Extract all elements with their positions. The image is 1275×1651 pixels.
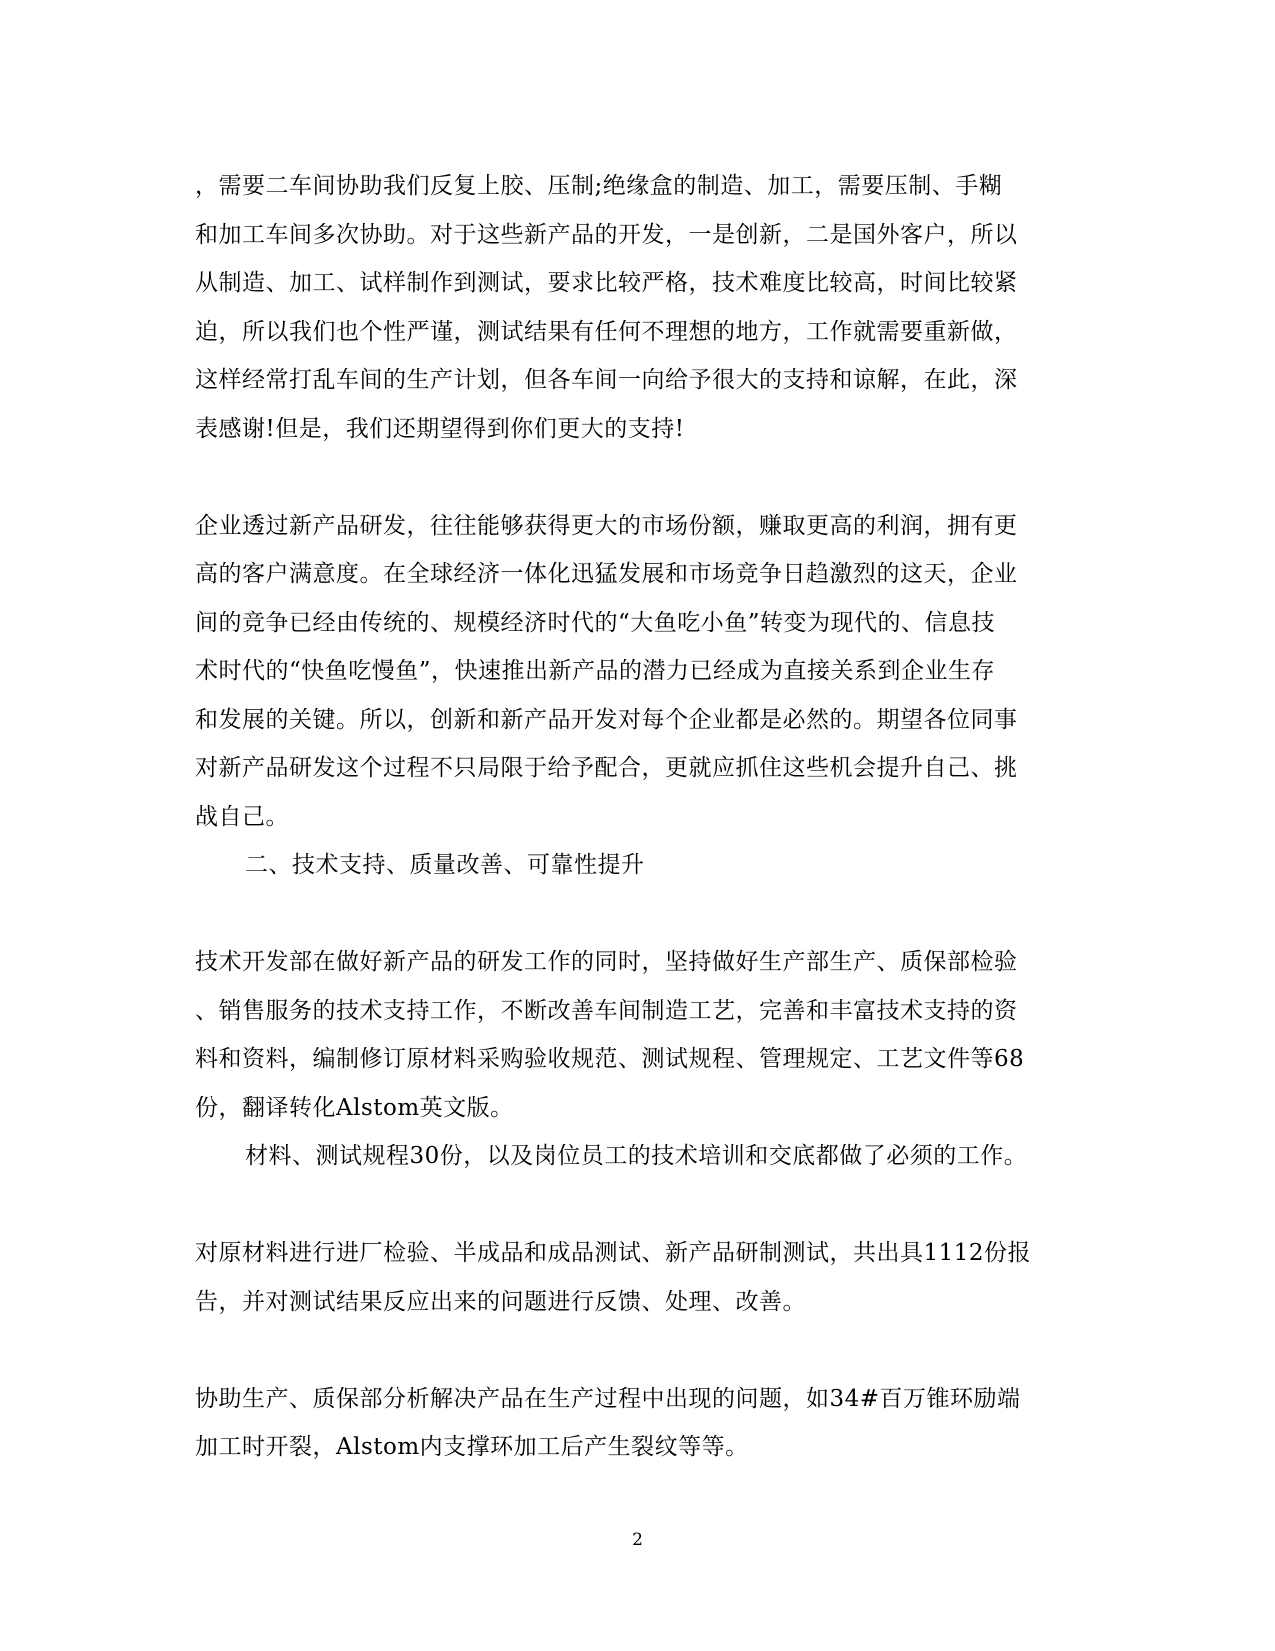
paragraph-line: 份，翻译转化Alstom英文版。 <box>195 1094 514 1121</box>
paragraph-line: ，需要二车间协助我们反复上胶、压制;绝缘盒的制造、加工，需要压制、手糊 <box>195 173 1003 199</box>
paragraph-line: 对新产品研发这个过程不只局限于给予配合，更就应抓住这些机会提升自己、挑 <box>195 755 1018 781</box>
paragraph-line: 这样经常打乱车间的生产计划，但各车间一向给予很大的支持和谅解，在此，深 <box>195 367 1018 393</box>
paragraph-line: 技术开发部在做好新产品的研发工作的同时，坚持做好生产部生产、质保部检验 <box>195 949 1018 975</box>
paragraph-line: 高的客户满意度。在全球经济一体化迅猛发展和市场竞争日趋激烈的这天，企业 <box>195 561 1018 587</box>
page-number: 2 <box>632 1530 643 1550</box>
paragraph-line: 间的竞争已经由传统的、规模经济时代的“大鱼吃小鱼”转变为现代的、信息技 <box>195 609 996 636</box>
paragraph-line: 术时代的“快鱼吃慢鱼”，快速推出新产品的潜力已经成为直接关系到企业生存 <box>195 658 996 684</box>
paragraph-line: 战自己。 <box>195 803 289 830</box>
paragraph-line: 料和资料，编制修订原材料采购验收规范、测试规程、管理规定、工艺文件等68 <box>195 1046 1025 1072</box>
paragraph-spacer <box>195 890 1079 939</box>
paragraph-line: 从制造、加工、试样制作到测试，要求比较严格，技术难度比较高，时间比较紧 <box>195 270 1018 296</box>
paragraph-5 <box>195 1132 1079 1181</box>
paragraph-line: 、销售服务的技术支持工作，不断改善车间制造工艺，完善和丰富技术支持的资 <box>195 997 1018 1024</box>
section-heading <box>195 841 1079 890</box>
paragraph-7 <box>195 1375 1079 1472</box>
paragraph-line: 告，并对测试结果反应出来的问题进行反馈、处理、改善。 <box>195 1288 806 1315</box>
paragraph-line: 迫，所以我们也个性严谨，测试结果有任何不理想的地方，工作就需要重新做， <box>195 318 1018 345</box>
paragraph-line: 对原材料进行进厂检验、半成品和成品测试、新产品研制测试，共出具1112份报 <box>195 1240 1032 1266</box>
paragraph-line: 加工时开裂，Alstom内支撑环加工后产生裂纹等等。 <box>195 1434 749 1460</box>
paragraph-spacer <box>195 1326 1079 1375</box>
paragraph-spacer <box>195 1181 1079 1230</box>
paragraph-6 <box>195 1229 1079 1326</box>
paragraph-line: 协助生产、质保部分析解决产品在生产过程中出现的问题，如34#百万锥环励端 <box>195 1385 1021 1412</box>
document-body <box>195 162 1079 1472</box>
paragraph-line: 和发展的关键。所以，创新和新产品开发对每个企业都是必然的。期望各位同事 <box>195 706 1018 733</box>
paragraph-line: 表感谢!但是，我们还期望得到你们更大的支持! <box>195 415 685 442</box>
section-heading-text: 二、技术支持、质量改善、可靠性提升 <box>245 852 645 878</box>
paragraph-2 <box>195 502 1079 842</box>
paragraph-line: 企业透过新产品研发，往往能够获得更大的市场份额，赚取更高的利润，拥有更 <box>195 512 1018 539</box>
paragraph-4 <box>195 938 1079 1132</box>
paragraph-line: 材料、测试规程30份，以及岗位员工的技术培训和交底都做了必须的工作。 <box>245 1143 1028 1169</box>
paragraph-line: 和加工车间多次协助。对于这些新产品的开发，一是创新，二是国外客户，所以 <box>195 221 1018 248</box>
paragraph-spacer <box>195 453 1079 502</box>
paragraph-1 <box>195 162 1079 453</box>
